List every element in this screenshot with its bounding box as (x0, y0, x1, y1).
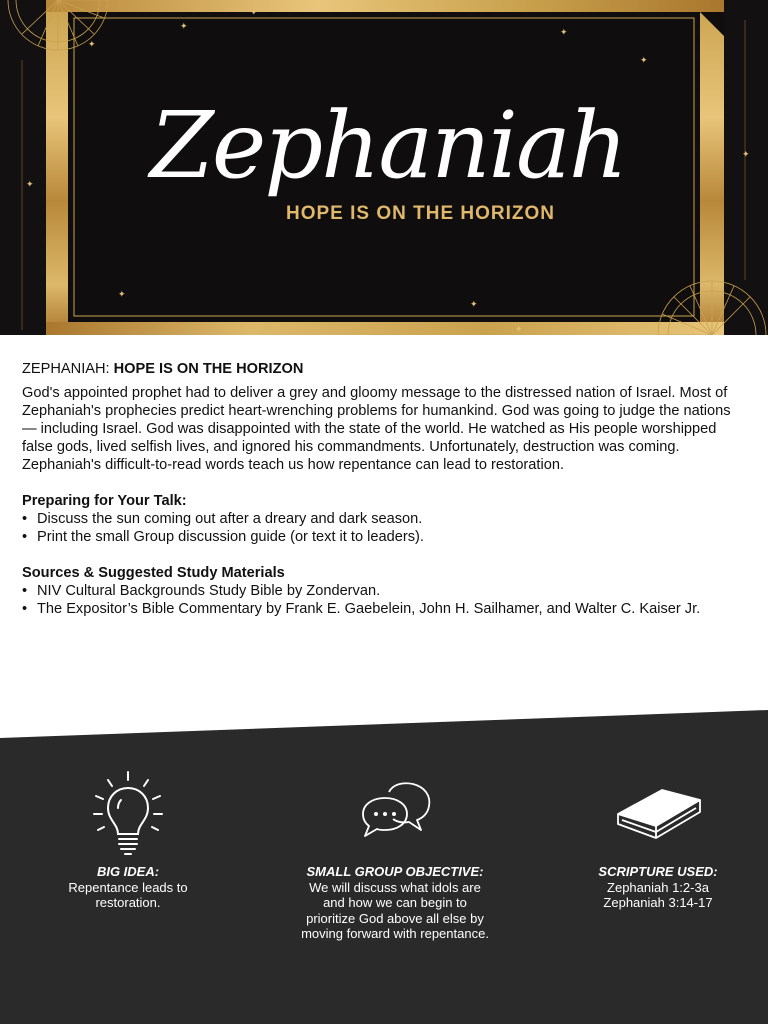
big-idea-section (48, 770, 208, 911)
star-icon: ✦ (250, 7, 258, 17)
series-prefix: ZEPHANIAH: (22, 361, 114, 377)
star-icon: ✦ (640, 55, 648, 65)
objective-text-line: and how we can begin to (323, 895, 467, 910)
scripture-reference: Zephaniah 3:14-17 (603, 895, 713, 910)
objective-label: SMALL GROUP OBJECTIVE: (306, 864, 484, 879)
star-icon: ✦ (26, 179, 34, 189)
banner-tagline: HOPE IS ON THE HORIZON (286, 203, 556, 224)
small-group-objective-section (280, 770, 510, 942)
list-item: • NIV Cultural Backgrounds Study Bible by Zondervan. (22, 582, 748, 600)
list-item: • Discuss the sun coming out after a dreary and dark season. (22, 510, 748, 528)
star-icon: ✦ (180, 21, 188, 31)
preparing-heading: Preparing for Your Talk: (22, 493, 187, 509)
scripture-label: SCRIPTURE USED: (598, 864, 718, 879)
big-idea-label: BIG IDEA: (96, 864, 160, 879)
series-banner (0, 0, 768, 335)
objective-text-line: moving forward with repentance. (301, 926, 489, 941)
list-item: • Print the small Group discussion guide (or text it to leaders). (22, 528, 748, 546)
star-icon: ✦ (560, 27, 568, 37)
scripture-section (578, 770, 738, 911)
intro-paragraph: God's appointed prophet had to deliver a grey and gloomy message to the distressed nation of Israel. Most of Zephaniah's prophecies predict heart-wrenching problems for humankind. God was going to judge the nations — including Israel. God was disappointed with the state of the world. He watched as His people worshipped false gods, lived selfish lives, and ignored his commandments. Unfortunately, destruction was coming. Zephaniah's difficult-to-read words teach us how repentance can lead to restoration. (22, 385, 731, 473)
book-icon (610, 770, 706, 856)
scripture-reference: Zephaniah 1:2-3a (607, 879, 709, 895)
lightbulb-icon (88, 770, 168, 856)
big-idea-text-line: Repentance leads to (68, 879, 188, 895)
star-icon: ✦ (88, 39, 96, 49)
list-item: • The Expositor’s Bible Commentary by Frank E. Gaebelein, John H. Sailhamer, and Walter C. Kaiser Jr. (22, 600, 748, 618)
objective-text-line: We will discuss what idols are (309, 879, 481, 895)
sources-heading: Sources & Suggested Study Materials (22, 565, 285, 581)
chat-bubbles-icon (355, 770, 435, 856)
sunburst-bottom-right-icon (658, 281, 766, 335)
preparing-list (22, 510, 748, 546)
star-icon: ✦ (742, 149, 750, 159)
big-idea-text-line: restoration. (95, 895, 161, 910)
series-title: HOPE IS ON THE HORIZON (113, 361, 304, 377)
talk-content (22, 360, 748, 618)
star-icon: ✦ (118, 289, 126, 299)
series-heading (22, 360, 748, 378)
objective-text-line: prioritize God above all else by (306, 910, 484, 926)
sources-list (22, 582, 748, 618)
banner-title: Zephaniah (149, 92, 627, 199)
star-icon: ✦ (515, 324, 523, 334)
star-icon: ✦ (470, 299, 478, 309)
